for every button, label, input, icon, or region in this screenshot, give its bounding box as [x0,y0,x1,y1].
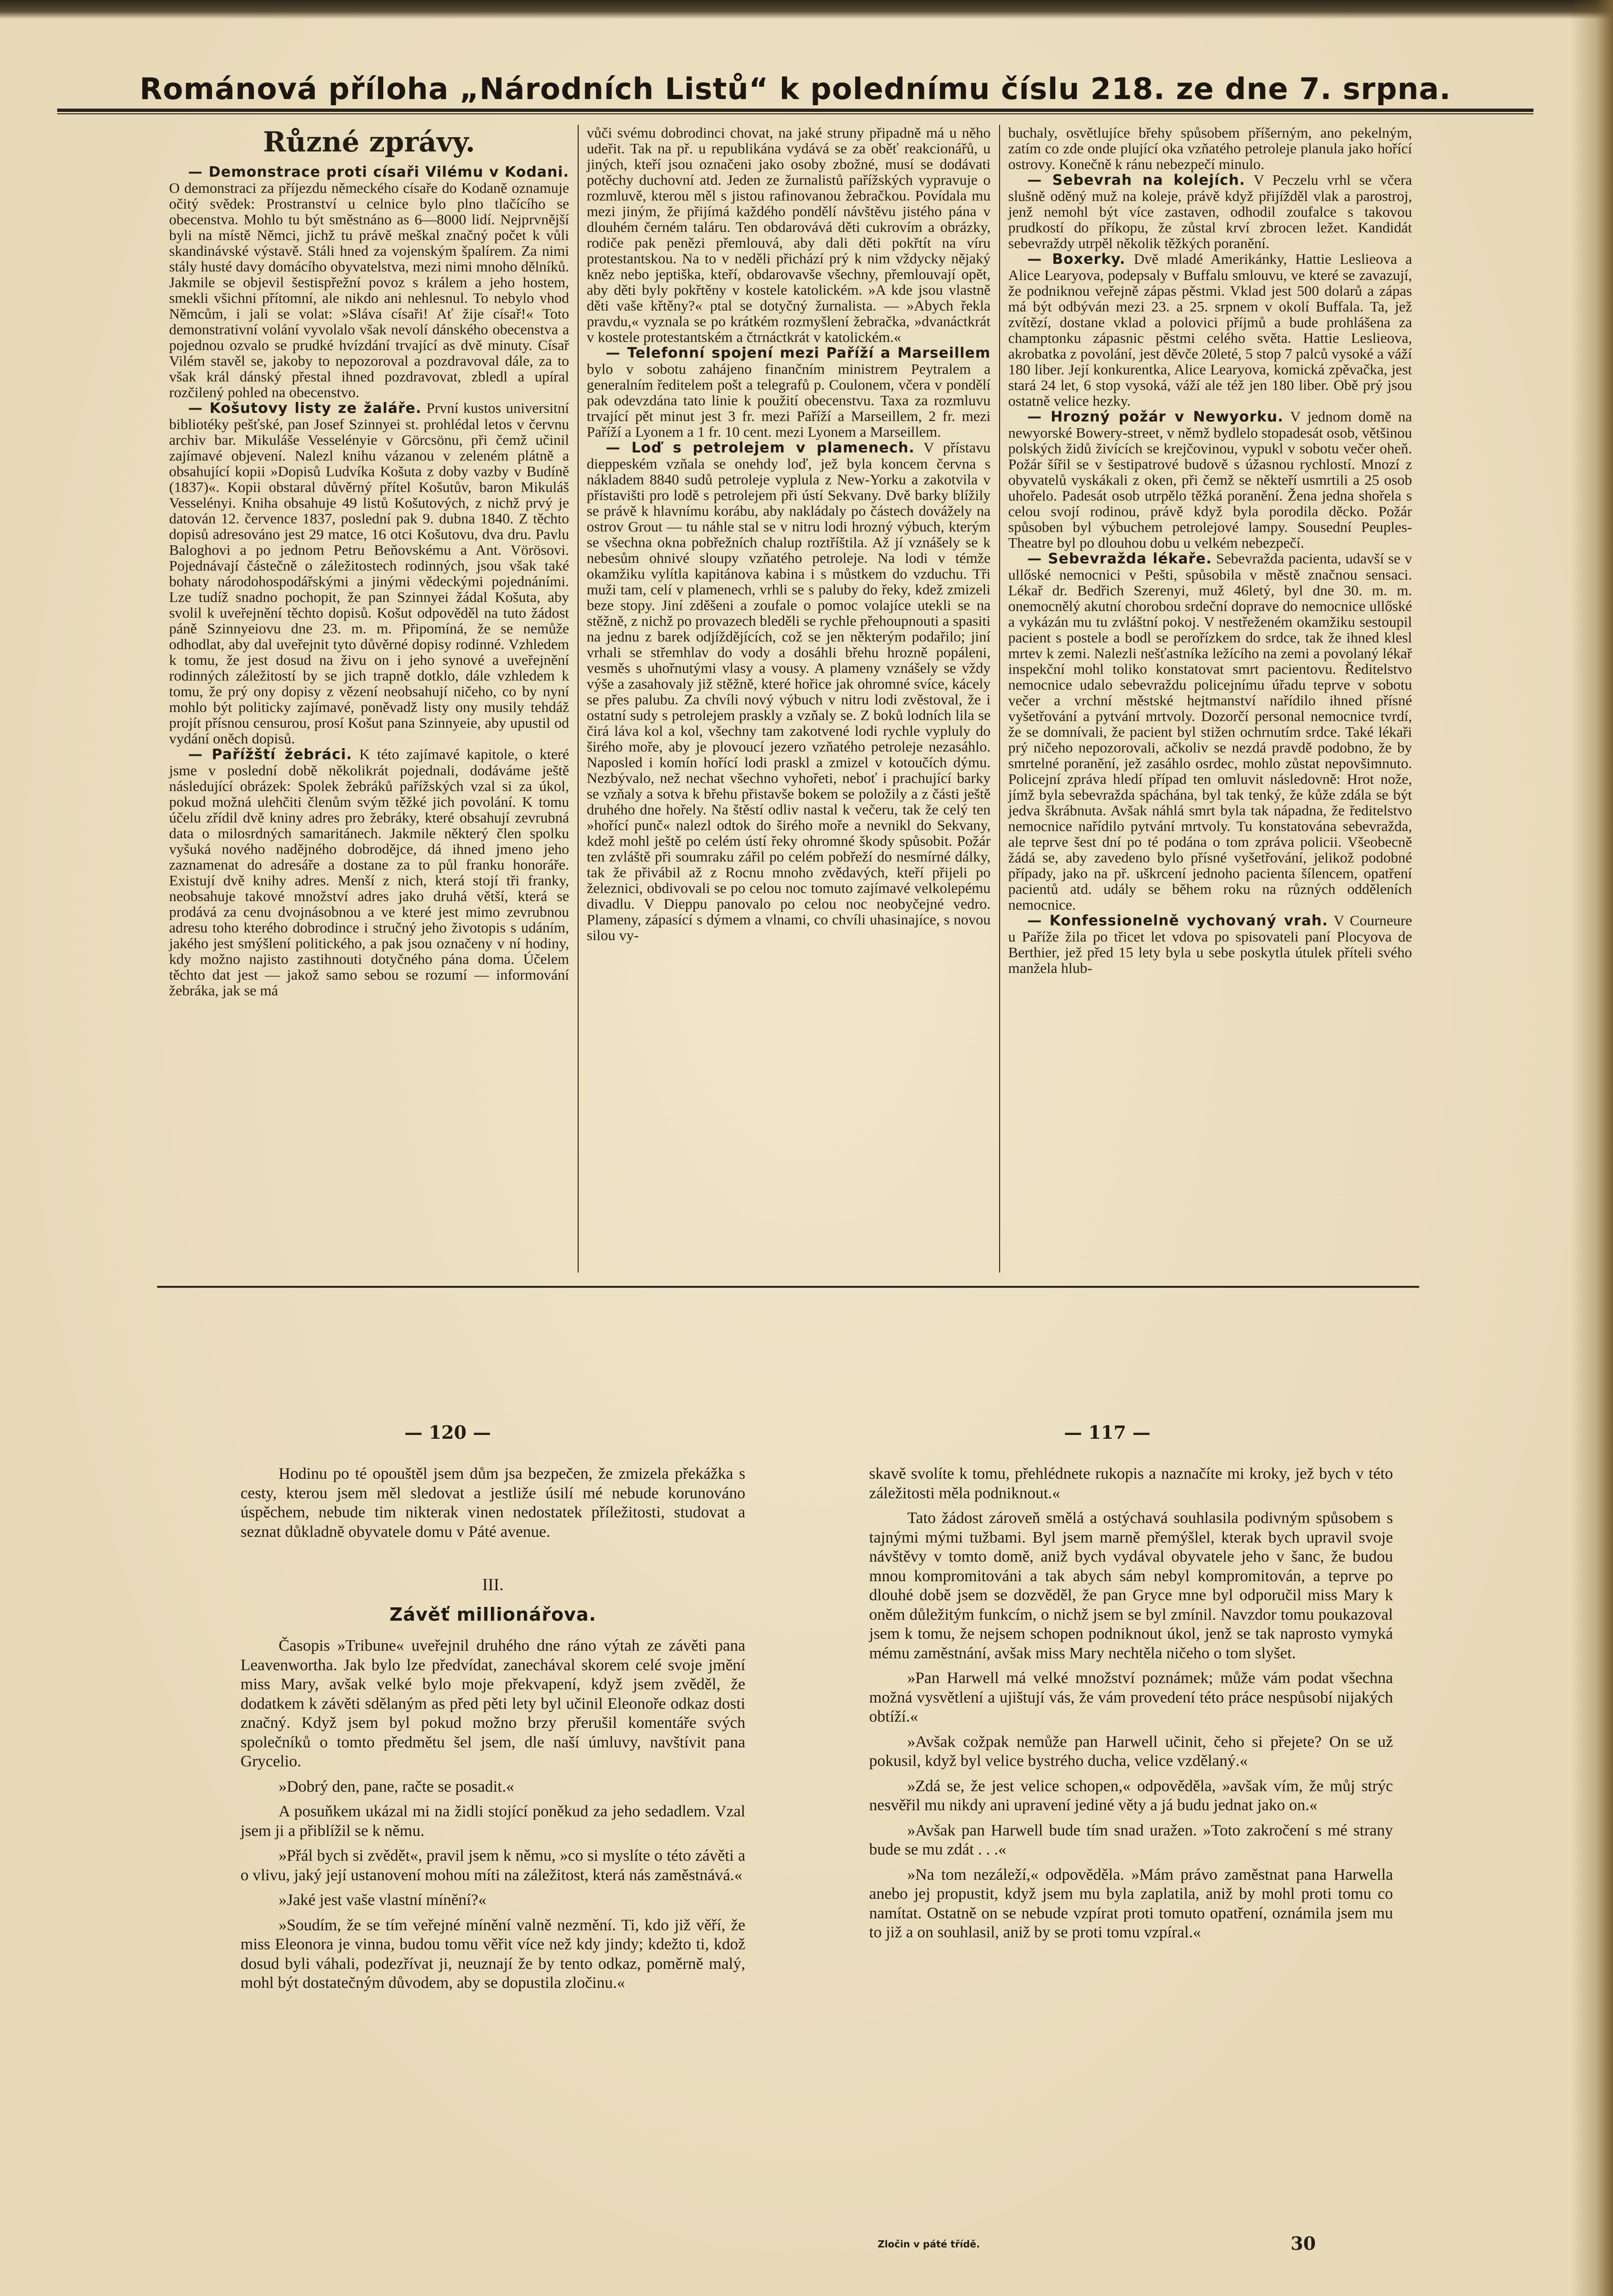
novel-paragraph: »Zdá se, že jest velice schopen,« odpověděla, »avšak vím, že můj strýc nesvěřil mu nikdy ani upravení jediné věty a já budu jednat jako on.« [869,1777,1393,1814]
news-item-headline: — Sebevrah na kolejích. [1027,172,1245,189]
news-item-headline: — Konfessionelně vychovaný vrah. [1027,912,1328,929]
novel-intro: Hodinu po té opouštěl jsem dům jsa bezpečen, že zmizela překážka s cesty, kterou jsem měl sledovat a jestliže úsilí mé nebude korunováno úspěchem, nebude tim nikterak vinen nedostatek příležitosti, studovat a seznat důkladně obyvatele domu v Páté avenue. [240,1465,745,1541]
news-item [1008,912,1412,976]
novel-paragraph: Časopis »Tribune« uveřejnil druhého dne ráno výtah ze závěti pana Leavenwortha. Jak bylo lze předvídat, zanechával skorem celé svoje jmění miss Mary, avšak velké bylo moje překvapení, když jsem zvěděl, že dodatkem k závěti sdělaným as před pěti lety byl učinil Eleonoře odkaz dosti značný. Když jsem byl pokud možno brzy přerušil komentáře svých společníků o tomto předmětu šel jsem, dle naší úmluvy, navštívit pana Grycelio. [240,1637,745,1770]
chapter-number: III. [482,1575,504,1594]
novel-paragraph: »Jaké jest vaše vlastní mínění?« [279,1891,487,1909]
footer-note: Zločin v páté třídě. [878,2238,980,2250]
news-item-headline: — Boxerky. [1027,251,1126,268]
news-item-text: V přístavu dieppeském vzňala se onehdy loď, jež byla koncem června s nákladem 8840 sudů petroleje vyplula z New-Yorku a zakotvila v přístavišti pro lodě s petrolejem při ústí Sekvany. Dvě barky blížily se právě k hlavnímu korábu, aby nakládaly po částech dovážely na ostrov Grout — tu náhle stal se v nitru lodi hrozný výbuch, kterým se všechna okna pobřežních chalup roztříštila. Až jí vznášely se k nebesům ohnivé sloupy vzňatého petroleje. Na lodi v témže okamžiku vylítla kapitánova kabina i s můstkem do vzduchu. Tři muži tam, celí v plamenech, vrhli se s paluby do řeky, kdež zmizeli beze stopy. Jiní zděšeni a zoufale o pomoc volajíce utekli se na stěžně, z nichž po provazech bleděli se rychle přehoupnouti a spasiti na jednu z barek odjíždějících, což se jen některým podařilo; jiní vrhali se střemhlav do vody a dosáhli břehu hrozně popáleni, vesměs s uhořnutými vlasy a vousy. A plameny vznášely se vždy výše a zasahovaly již stěžně, které hořice jak ohromné svíce, kácely se přes palubu. Za chvíli nový výbuch v nitru lodi zvěstoval, že i ostatní sudy s petrolejem praskly a vzňaly se. Z boků lodních lila se čirá láva kol a kol, všechny tam zakotvené lodi rychle vypluly do širého moře, aby je plovoucí jezero vzňatého petroleje nezasáhlo. Naposled i komín hořící lodi praskl a zmizel v kotoučích dýmu. Nezbývalo, než nechat všechno vyhořeti, neboť i prachující barky se vzňaly a sotva k břehu přistavše bokem se položily a z části ještě druhého dne hořely. Na štěstí odliv nastal k večeru, tak že celý ten »hořící punč« nalezl odtok do širého moře a nevnikl do Sekvany, kdež mohl ještě po celém ústí řeky ohromné škody spůsobit. Požár ten zvláště při soumraku zářil po celém pobřeží do nesmírné dálky, tak že přivábil až z Rocnu mnoho zvědavých, kteří přijeli po železnici, obdivovali se po celou noc tomuto zajímavé velkolepému divadlu. V Dieppu panovalo po celou noc neobyčejné vedro. Plameny, zápasící s dýmem a vlnami, co chvíli uhasinajíce, s novou silou vy- [587,439,991,943]
novel-paragraph: »Soudím, že se tím veřejné mínění valně nezmění. Ti, kdo již věří, že miss Eleonora je vinna, budou tomu věřit více než kdy jindy; kdežto ti, kdož dosud byli váhali, podezřívat ji, neuznají že by tento odkaz, poměrně malý, mohl být dostatečným důvodem, aby se dopustila zločinu.« [240,1916,745,1992]
news-item-text: buchaly, osvětlujíce břehy spůsobem příšerným, ano pekelným, zatím co zde onde plující oka vzňatého petroleje planula jako hořící ostrovy. Konečně k ránu nebezpečí minulo. [1008,124,1412,172]
section-title: Různé zprávy. [263,126,475,158]
news-item-text: vůči svému dobrodinci chovat, na jaké struny připadně má u něho udeřit. Tak na př. u republikána vydává se za oběť reakcionářů, u jiných, kteří jsou označeni jako osoby zbožné, musí se dodávati potěchy duchovní atd. Jeden ze žurnalistů pařížských vypravuje o rozmluvě, kterou měl s jistou rafinovanou žebračkou. Povídala mu mezi jiným, že přijímá každého pondělí návštěvu jistého pána v dlouhém černém taláru. Ten obdarovává děti cukrovím a obrázky, rodiče pak penězi přemlouvá, aby dali děti pokřtít na víru protestantskou. Na to v neděli přichází prý k nim vždycky nějaký kněz nebo jeptiška, kteří, obdarovavše všechny, přemlouvají opět, aby děti byly pokřtěny v kostele katolickém. »A kde jsou vlastně děti vaše křtěny?« ptal se dotyčný žurnalista. — »Abych řekla pravdu,« vyznala se po krátkém rozmyšlení žebračka, »dvanáctkrát v kostele protestantském a čtrnáctkrát v katolickém.« [587,124,991,345]
novel-paragraph: Tato žádost zároveň smělá a ostýchavá souhlasila podivným spůsobem s tajnými mými tužbami. Byl jsem marně přemýšlel, kterak bych upravil svoje návštěvy v tomto domě, aniž bych vydával obyvatele jeho v šanc, že budou mnou kompromitováni a tak abych sám nebyl kompromitován, a teprve po dlouhé době jsem se dozvěděl, že pan Gryce mne byl odporučil miss Mary k oněm důležitým funkcím, o nichž jsem se byl zmínil. Navzdor tomu poukazoval jsem k tomu, že nejsem schopen podniknout úkol, jenž se tak naprosto vymyká mému zaměstnání, avšak miss Mary nechtěla ničeho o tom slyšet. [869,1509,1393,1662]
signature-number: 30 [1291,2233,1316,2254]
news-item [1008,125,1412,172]
news-item [1008,551,1412,912]
news-item [1008,409,1412,551]
news-item [587,345,991,440]
news-column-3 [1008,125,1412,976]
header-rule-thin [57,113,1533,114]
news-item-text: Sebevražda pacienta, udavší se v ullőské nemocnici v Pešti, spůsobila v městě značnou sensaci. Lékař dr. Bedřich Szerenyi, muž 46letý, byl dne 30. m. m. onemocnělý akutní chorobou srdeční doprave do nemocnice ullőské a vykázán mu tu zvláštní pokoj. V nestřeženém okamžiku sestoupil pacient s postele a bodl se perořízkem do srdce, tak že ihned klesl mrtev k zemi. Nalezli nešťastníka ležícího na zemi a povolaný lékař inspekční mohl toliko konstatovat smrt pacientovu. Ředitelstvo nemocnice udalo sebevraždu policejnímu úřadu teprve v sobotu večer a vrchní městské hejtmanství nařídilo ihned přísné vyšetřování a pytvání mrtvoly. Dozorčí personal nemocnice tvrdí, že se domnívali, že pacient byl stižen ochrnutím srdce. Také lékaři prý ničeho nepozorovali, ačkoliv se nezdá pravdě podobno, že by smrtelné poranění, jež zasáhlo osrdec, mohlo zůstat nepovšimnuto. Policejní zpráva hledí případ ten omluvit následovně: Hrot nože, jímž byla sebevražda spáchána, byl tak tenký, že kůže zdála se být jedva škrábnuta. Avšak náhlá smrt byla tak nápadna, že ředitelstvo nemocnice nařídilo pytvání mrtvoly. Tu konstatována sebevražda, ale teprve šest dní po té podána o tom zpráva policii. Všeobecně žádá se, aby zavedeno bylo přísné vyšetřování, jelikož podobné případy, jako na př. uškrcení jednoho pacienta šílencem, opatření pacientů atd. udály se během roku na různých odděleních nemocnice. [1008,550,1412,913]
novel-paragraph: »Avšak cožpak nemůže pan Harwell učinit, čeho si přejete? On se už pokusil, když byl velice bystrého ducha, velice vzdělaný.« [869,1733,1393,1770]
news-item [1008,172,1412,251]
chapter-title: Závěť millionářova. [389,1604,597,1625]
news-item [169,400,569,746]
news-item-text: K této zajímavé kapitole, o které jsme v poslední době několikrát pojednali, dodáváme ještě následující obrázek: Spolek žebráků pařížských vzal si za úkol, pokud možná ulehčiti členům svým těžké jich povolání. K tomu účelu zřídil dvě kniny adres pro žebráky, které obsahují zevrubná data o milosrdných samaritánech. Jakmile některý člen spolku vyšuká nového nadějného dobrodějce, dá ihned jmeno jeho zaznamenat do adresáře a dostane za to půl franku honoráře. Existují dvě knihy adres. Menší z nich, která stojí tři franky, neobsahuje takové množství adres jako druhá větší, která se prodává za cenu dvojnásobnou a ve které jest mimo zevrubnou adresu toho kterého dobrodince i stručný jeho životopis s udáním, jakého jest smýšlení politického, a pak jsou označeny v ní hodiny, kdy možno najisto zastihnouti dotyčného pána doma. Účelem těchto dat jest — jakož samo sebou se rozumí — informování žebráka, jak se má [169,746,569,999]
news-item-text: Dvě mladé Amerikánky, Hattie Leslieova a Alice Learyova, podepsaly v Buffalu smlouvu, ve které se zavazují, že podniknou veřejně zápas pěstmi. Vklad jest 500 dolarů a zápas má být odbýván mezi 23. a 25. srpnem v okolí Buffala. Ta, jež zvítězí, dostane vklad a polovici příjmů a bude prohlášena za champtonku zápasnic pěstmi celého světa. Hattie Leslieova, akrobatka z povolání, jest děvče 20leté, 5 stop 7 palců vysoké a váží 180 liber. Její konkurentka, Alice Learyova, komická zpěvačka, jest stará 24 let, 6 stop vysoká, váží ale též jen 180 liber. Obě prý jsou ostatně velice hezky. [1008,251,1412,409]
news-item-text: V Courneure u Paříže žila po třicet let vdova po spisovateli paní Plocyova de Berthier, jež před 15 lety byla u sebe poskytla útulek příteli svého manžela hlub- [1008,912,1413,976]
column-divider [578,125,579,1273]
news-item-headline: — Košutovy listy ze žaláře. [188,400,422,417]
news-column-1 [169,125,569,998]
news-item-headline: — Pařížští žebráci. [188,746,352,763]
novel-paragraph: »Na tom nezáleží,« odpověděla. »Mám právo zaměstnat pana Harwella anebo jej propustit, když jsem mu byla zaplatila, aniž by mohl proti tomu co namítat. Ostatně on se nebude vzpírat proti tomuto opatření, oznámila jsem mu to již a on souhlasil, aniž by se proti tomu vzpíral.« [869,1865,1393,1941]
fold-rule [157,1286,1419,1288]
scan-right-edge [1570,0,1613,2296]
news-item-text: První kustos universitní bibliotéky pešťské, pan Josef Szinnyei st. prohlédal letos v červnu archiv bar. Mikuláše Vesselényie v Görcsönu, při čemž učinil zajímavé objevení. Nalezl knihu vázanou v zeleném plátně a obsahující kopii »Dopisů Ludvíka Košuta z doby vazby v Budíně (1837)«. Kopii obstaral důvěrný přítel Košutův, baron Mikuláš Vesselényi. Kniha obsahuje 49 listů Košutových, z nichž prvý je datován 12. července 1837, poslední pak 9. dubna 1840. Z těchto dopisů adresováno jest 29 matce, 16 otci Košutovu, dva dru. Pavlu Baloghovi a po jednom Petru Beňovskému a Ant. Vörösovi. Pojednávají částečně o záležitostech rodinných, jsou však také bohaty národohospodářskými a jinými vědeckými pojednáními. Lze tudíž snadno pochopit, že pan Szinnyei žádal Košuta, aby svolil k uveřejnění těchto dopisů. Košut odpověděl na tuto žádost páně Szinnyeiovu dne 23. m. m. Připomíná, že se nemůže odhodlat, aby dal uveřejnit tyto důvěrné dopisy rodinné. Vzhledem k tomu, že jest dosud na živu on i jeho synové a uveřejnění rodinných záležitostí by se jich trapně dotklo, dále vzhledem k tomu, že prý ony dopisy z vězení neobsahují ničeho, co by nyní mohlo být politicky zajímavé, poněvadž listy ony musily tehdáž projít přísnou censurou, prosí Košut pana Szinnyeie, aby upustil od vydání oněch dopisů. [169,400,570,747]
page-number-left: — 120 — [404,1422,491,1443]
page-number-right: — 117 — [1064,1422,1151,1443]
news-item-headline: — Telefonní spojení mezi Paříží a Marseillem [606,345,991,361]
header-rule [57,109,1533,112]
news-item [1008,251,1412,409]
column-divider [999,125,1000,1273]
novel-paragraph: A posuňkem ukázal mi na židli stojící poněkud za jeho sedadlem. Vzal jsem ji a přiblížil se k němu. [240,1803,745,1840]
news-column-2 [587,125,991,943]
novel-paragraph: »Avšak pan Harwell bude tím snad uražen. »Toto zakročení s mé strany bude se mu zdát . . .« [869,1821,1393,1858]
news-item-text: O demonstraci za příjezdu německého císaře do Kodaně oznamuje očitý svědek: Prostranství u celnice bylo plno tlačícího se obecenstva. Mohlo tu být směstnáno as 6—8000 lidí. Nejprvnější byli na místě Němci, jichž tu právě meškal značný počet k vůli skandinávské výstavě. Stáli hned za vojenským špalírem. Za nimi stály husté davy domácího obyvatelstva, mezi nimi mnoho dělníků. Jakmile se objevil šestispřežní povoz s králem a jeho hostem, smekli všichni přítomní, ale nikdo ani nehlesnul. To nebylo vhod Němcům, i jali se volat: »Sláva císaři! Ať žije císař!« Toto demonstrativní volání vyvolalo však nevolí dánského obecenstva a pojednou ozvalo se prudké hvízdání trvající as dvě minuty. Císař Vilém stavěl se, jakoby to nepozoroval a pozdravoval dále, za to však král dánský přestal ihned pozdravovat, zbledl a upíral rozčilený pohled na obecenstvo. [169,180,569,401]
page-header: Románová příloha „Národních Listů“ k polednímu číslu 218. ze dne 7. srpna. [140,71,1451,106]
novel-paragraph: skavě svolíte k tomu, přehlédnete rukopis a naznačíte mi kroky, jež bych v této záležitosti měla podniknout.« [869,1465,1393,1502]
news-item [587,125,991,345]
novel-paragraph: »Pan Harwell má velké množství poznámek; může vám podat všechna možná vysvětlení a ujištují vás, že vám provedení této práce nespůsobí nijakých obtíží.« [869,1669,1393,1725]
news-item-headline: — Loď s petrolejem v plamenech. [606,440,915,456]
news-item-text: V Peczelu vrhl se včera slušně oděný muž na koleje, právě když přijížděl vlak a parostroj, jenž nemohl být více zastaven, odhodil zoufalce s takovou prudkostí do příkopu, že zůstal krví zbrocen ležet. Kandidát sebevraždy utrpěl několik těžkých poranění. [1008,171,1412,251]
novel-paragraph: »Přál bych si zvědět«, pravil jsem k němu, »co si myslíte o této závěti a o vlivu, jaký její ustanovení mohou míti na záležitost, která nás zaměstnává.« [240,1847,745,1884]
news-item-headline: — Sebevražda lékaře. [1027,551,1212,567]
scan-top-edge [0,0,1613,19]
news-item-headline: — Demonstrace proti císaři Vilému v Kodani. [188,164,569,180]
novel-page-left [240,1464,745,1999]
news-item [169,164,569,400]
news-item [169,746,569,998]
news-item-text: V jednom domě na newyorské Bowery-street, v němž bydlelo stopadesát osob, většinou polských židů živících se krejčovinou, vypukl v sobotu večer oheň. Požár šířil se v šestipatrové budově s úžasnou rychlostí. Mnozí z obyvatelů vyskákali z oken, při čemž se někteří usmrtili a 25 osob uhořelo. Padesát osob utrpělo těžká poranění. Žena jedna shořela s celou svojí rodinou, právě když byla porodila děcko. Požár spůsoben byl výbuchem petrolejové lampy. Sousední Peuples-Theatre byl po dlouhou dobu u velkém nebezpečí. [1008,408,1413,551]
news-item-text: bylo v sobotu zahájeno finančním ministrem Peytralem a generalním ředitelem pošt a telegrafů p. Coulonem, včera v pondělí pak odevzdána tato linie k použití obecenstvu. Taxa za rozmluvu trvající pět minut jest 3 fr. mezi Paříží a Marseillem, 2 fr. mezi Paříží a Lyonem a 1 fr. 10 cent. mezi Lyonem a Marseillem. [587,361,991,440]
news-item-headline: — Hrozný požár v Newyorku. [1027,409,1284,425]
novel-paragraph: »Dobrý den, pane, račte se posadit.« [279,1777,514,1795]
news-item [587,440,991,943]
novel-page-right [869,1464,1393,1948]
